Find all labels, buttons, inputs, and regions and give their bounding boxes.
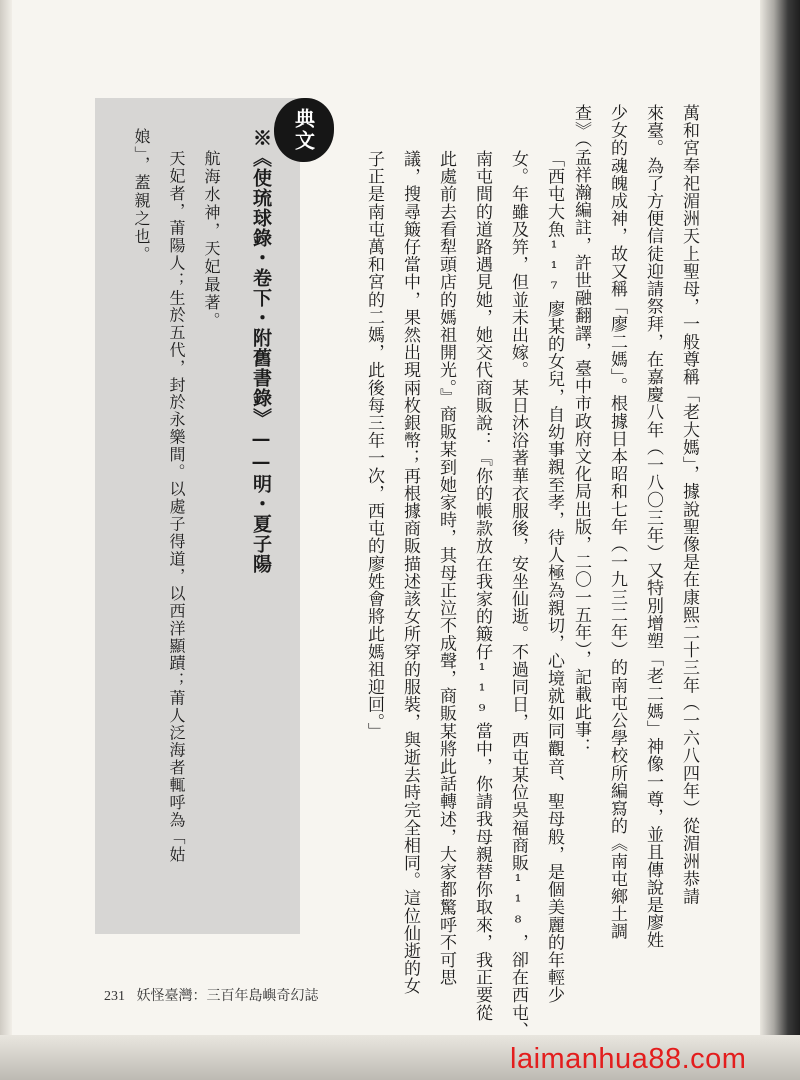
book-spine (0, 0, 12, 1080)
main-text-column-8: 此處前去看犁頭店的媽祖開光。』商販某到她家時，其母正泣不成聲，商販某將此話轉述，大家都驚呼不可思 (436, 150, 456, 987)
main-text-column-4: 查》（孟祥瀚編註，許世融翻譯，臺中市政府文化局出版，二〇一五年），記載此事： (571, 104, 591, 756)
note-source-title: ※《使琉球錄・卷下・附舊書錄》——明・夏子陽 (250, 128, 272, 574)
classic-text-badge: 典文 (274, 98, 334, 162)
note-text-column-3: 娘」，蓋親之也。 (132, 128, 151, 264)
note-text-column-1: 航海水神，天妃最著。 (202, 150, 221, 330)
page-number: 231 (104, 989, 125, 1004)
main-text-column-10: 子正是南屯萬和宮的二媽，此後每三年一次，西屯的廖姓會將此媽祖迎回。」 (364, 150, 384, 740)
book-title: 妖怪臺灣：三百年島嶼奇幻誌 (136, 989, 319, 1004)
page-edge-shadow (760, 0, 800, 1080)
main-text-column-3: 少女的魂魄成神，故又稱「廖二媽」。根據日本昭和七年（一九三二年）的南屯公學校所編寫的《南屯鄉土調 (607, 104, 627, 941)
main-text-column-7: 南屯間的道路遇見她，她交代商販說：『你的帳款放在我家的簸仔¹¹⁹當中，你請我母親替你取來，我正要從 (472, 150, 492, 1022)
main-text-column-2: 來臺。為了方便信徒迎請祭拜，在嘉慶八年（一八〇三年）又特別增塑「老二媽」神像一尊，並且傳說是廖姓 (643, 104, 663, 949)
watermark: laimanhua88.com (510, 1043, 747, 1075)
main-text-column-5: 「西屯大魚¹¹⁷廖某的女兒，自幼事親至孝，待人極為親切，心境就如同觀音、聖母般，是個美麗的年輕少 (544, 150, 564, 1004)
note-text-column-2: 天妃者，莆陽人；生於五代，封於永樂間。以處子得道，以西洋顯蹟；莆人泛海者輒呼為「姑 (167, 150, 186, 864)
main-text-column-6: 女。年雖及笄，但並未出嫁。某日沐浴著華衣服後，安坐仙逝。不過同日，西屯某位吳福商販¹¹⁸，卻在西屯、 (508, 150, 528, 1039)
page-footer (104, 985, 319, 1005)
main-text-column-9: 議，搜尋簸仔當中，果然出現兩枚銀幣；再根據商販描述該女所穿的服裝，與逝去時完全相同。這位仙逝的女 (400, 150, 420, 995)
main-text-column-1: 萬和宮奉祀湄洲天上聖母，一般尊稱「老大媽」，據說聖像是在康熙二十三年（一六八四年）從湄洲恭請 (679, 104, 699, 906)
